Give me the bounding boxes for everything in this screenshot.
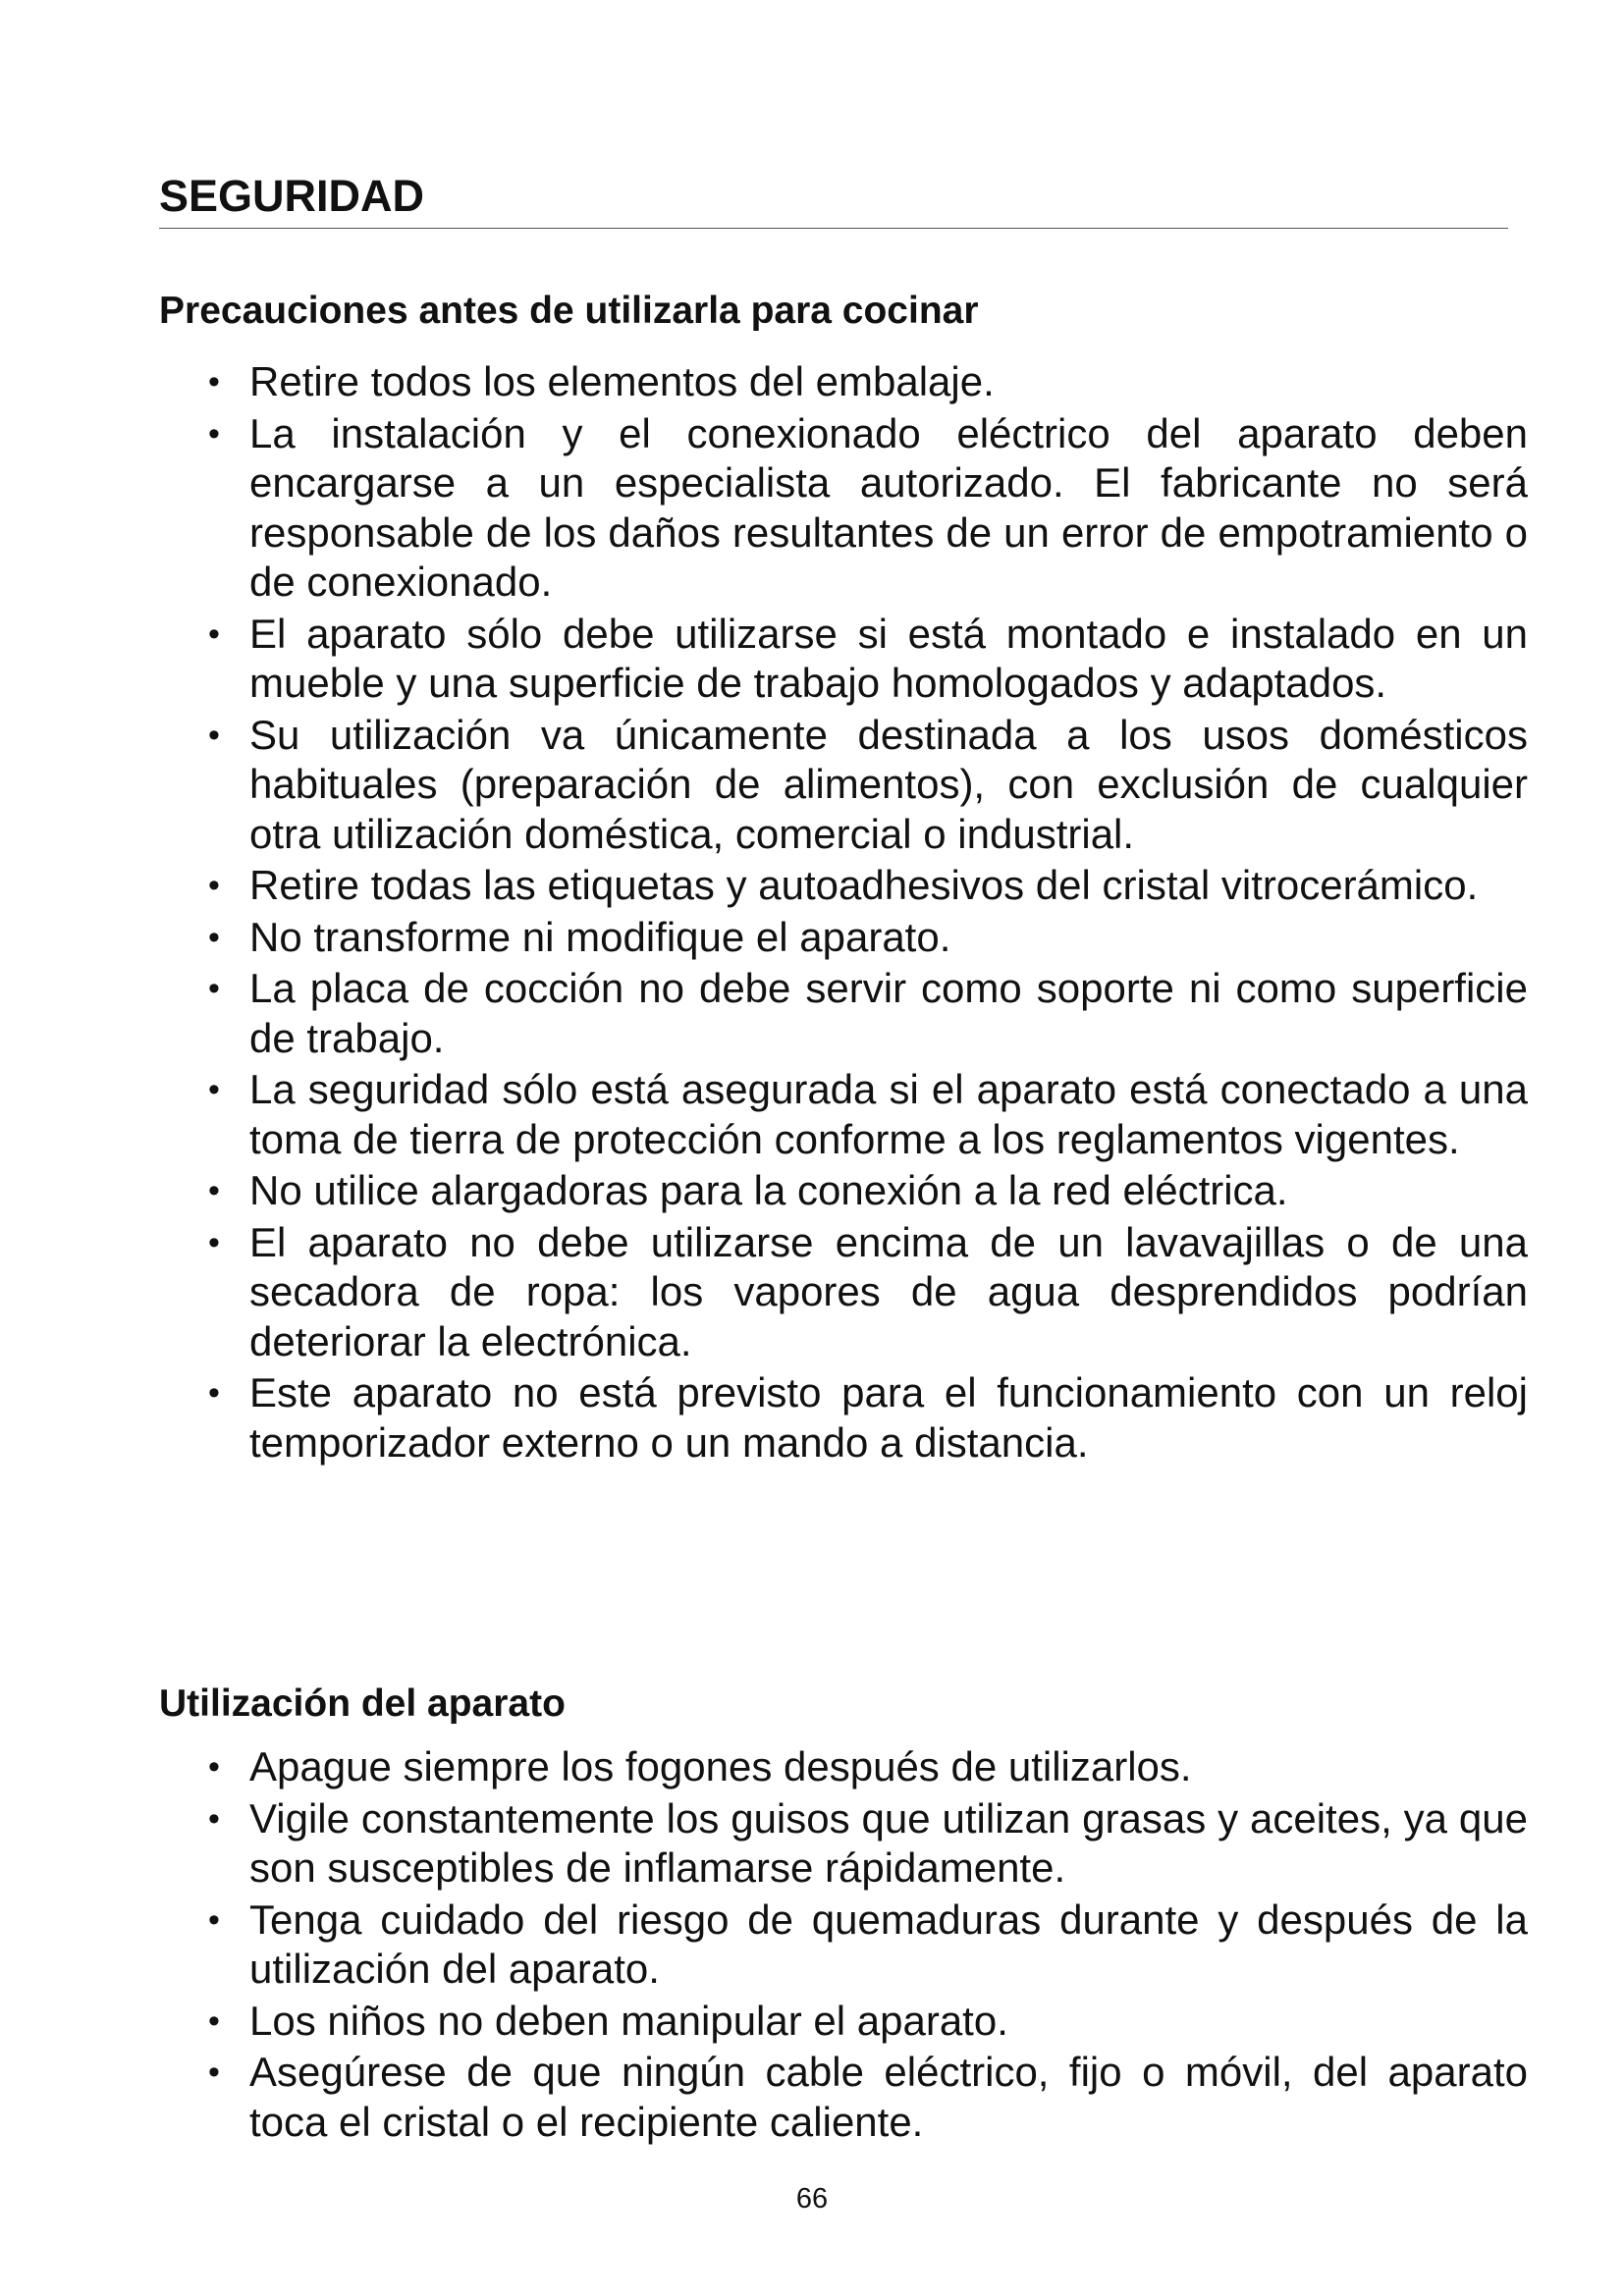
list-item (206, 1218, 1528, 1367)
list-item (206, 711, 1528, 860)
list-item (206, 964, 1528, 1063)
section-heading-precauciones: Precauciones antes de utilizarla para cocinar (159, 290, 979, 332)
list-item (206, 1166, 1528, 1216)
page-title: SEGURIDAD (159, 171, 425, 221)
bullet-icon: • (208, 1071, 220, 1108)
list-item (206, 1794, 1528, 1894)
list-item-text: Retire todos los elementos del embalaje. (249, 358, 995, 404)
list-item-text: Los niños no deben manipular el aparato. (249, 1997, 1008, 2044)
bullet-icon: • (208, 2002, 220, 2040)
list-item (206, 1368, 1528, 1468)
bullet-icon: • (208, 970, 220, 1007)
page-number: 66 (795, 2183, 829, 2215)
section-heading-utilizacion: Utilización del aparato (159, 1682, 566, 1725)
list-item (206, 1896, 1528, 1995)
list-item-text: El aparato no debe utilizarse encima de un lavavajillas o de una secadora de ropa: los vapores de agua desprendidos podrían deteriorar la electrónica. (249, 1218, 1528, 1364)
list-item-text: Este aparato no está previsto para el funcionamiento con un reloj temporizador externo o un mando a distancia. (249, 1369, 1528, 1466)
list-item (206, 409, 1528, 608)
bullet-icon: • (208, 716, 220, 754)
list-item (206, 357, 1528, 407)
list-item-text: Retire todas las etiquetas y autoadhesivos del cristal vitrocerámico. (249, 862, 1479, 908)
usage-bullet-list (206, 1742, 1528, 2149)
list-item-text: No transforme ni modifique el aparato. (249, 913, 951, 960)
bullet-icon: • (208, 867, 220, 904)
bullet-icon: • (208, 614, 220, 653)
title-underline-divider (159, 228, 1508, 229)
list-item-text: Su utilización va únicamente destinada a los usos domésticos habituales (preparación de alimentos), con exclusión de cualquier otra utilización doméstica, comercial o industrial. (249, 711, 1528, 857)
bullet-icon: • (208, 1900, 220, 1939)
bullet-icon: • (208, 1374, 220, 1412)
list-item (206, 861, 1528, 911)
list-item-text: Tenga cuidado del riesgo de quemaduras durante y después de la utilización del aparato. (249, 1896, 1528, 1992)
list-item-text: La placa de cocción no debe servir como soporte ni como superficie de trabajo. (249, 965, 1528, 1061)
list-item-text: No utilice alargadoras para la conexión a la red eléctrica. (249, 1167, 1288, 1213)
bullet-icon: • (208, 1799, 220, 1838)
bullet-icon: • (208, 1172, 220, 1209)
list-item (206, 610, 1528, 709)
bullet-icon: • (208, 414, 220, 453)
list-item (206, 1742, 1528, 1792)
bullet-icon: • (208, 1223, 220, 1261)
list-item (206, 2048, 1528, 2147)
precautions-bullet-list (206, 357, 1528, 1469)
list-item-text: Asegúrese de que ningún cable eléctrico, fijo o móvil, del aparato toca el cristal o el recipiente caliente. (249, 2049, 1528, 2145)
list-item-text: Apague siempre los fogones después de utilizarlos. (249, 1743, 1192, 1789)
list-item-text: El aparato sólo debe utilizarse si está montado e instalado en un mueble y una superficie de trabajo homologados y adaptados. (249, 610, 1528, 706)
list-item (206, 1997, 1528, 2047)
bullet-icon: • (208, 918, 220, 956)
list-item-text: Vigile constantemente los guisos que utilizan grasas y aceites, ya que son susceptibles de inflamarse rápidamente. (249, 1794, 1528, 1891)
bullet-icon: • (208, 2054, 220, 2091)
bullet-icon: • (208, 363, 220, 400)
list-item-text: La seguridad sólo está asegurada si el aparato está conectado a una toma de tierra de protección conforme a los reglamentos vigentes. (249, 1066, 1528, 1162)
list-item (206, 913, 1528, 963)
list-item-text: La instalación y el conexionado eléctrico del aparato deben encargarse a un especialista autorizado. El fabricante no será responsable de los daños resultantes de un error de empotramiento o de conexionado. (249, 409, 1528, 605)
list-item (206, 1065, 1528, 1164)
bullet-icon: • (208, 1748, 220, 1786)
